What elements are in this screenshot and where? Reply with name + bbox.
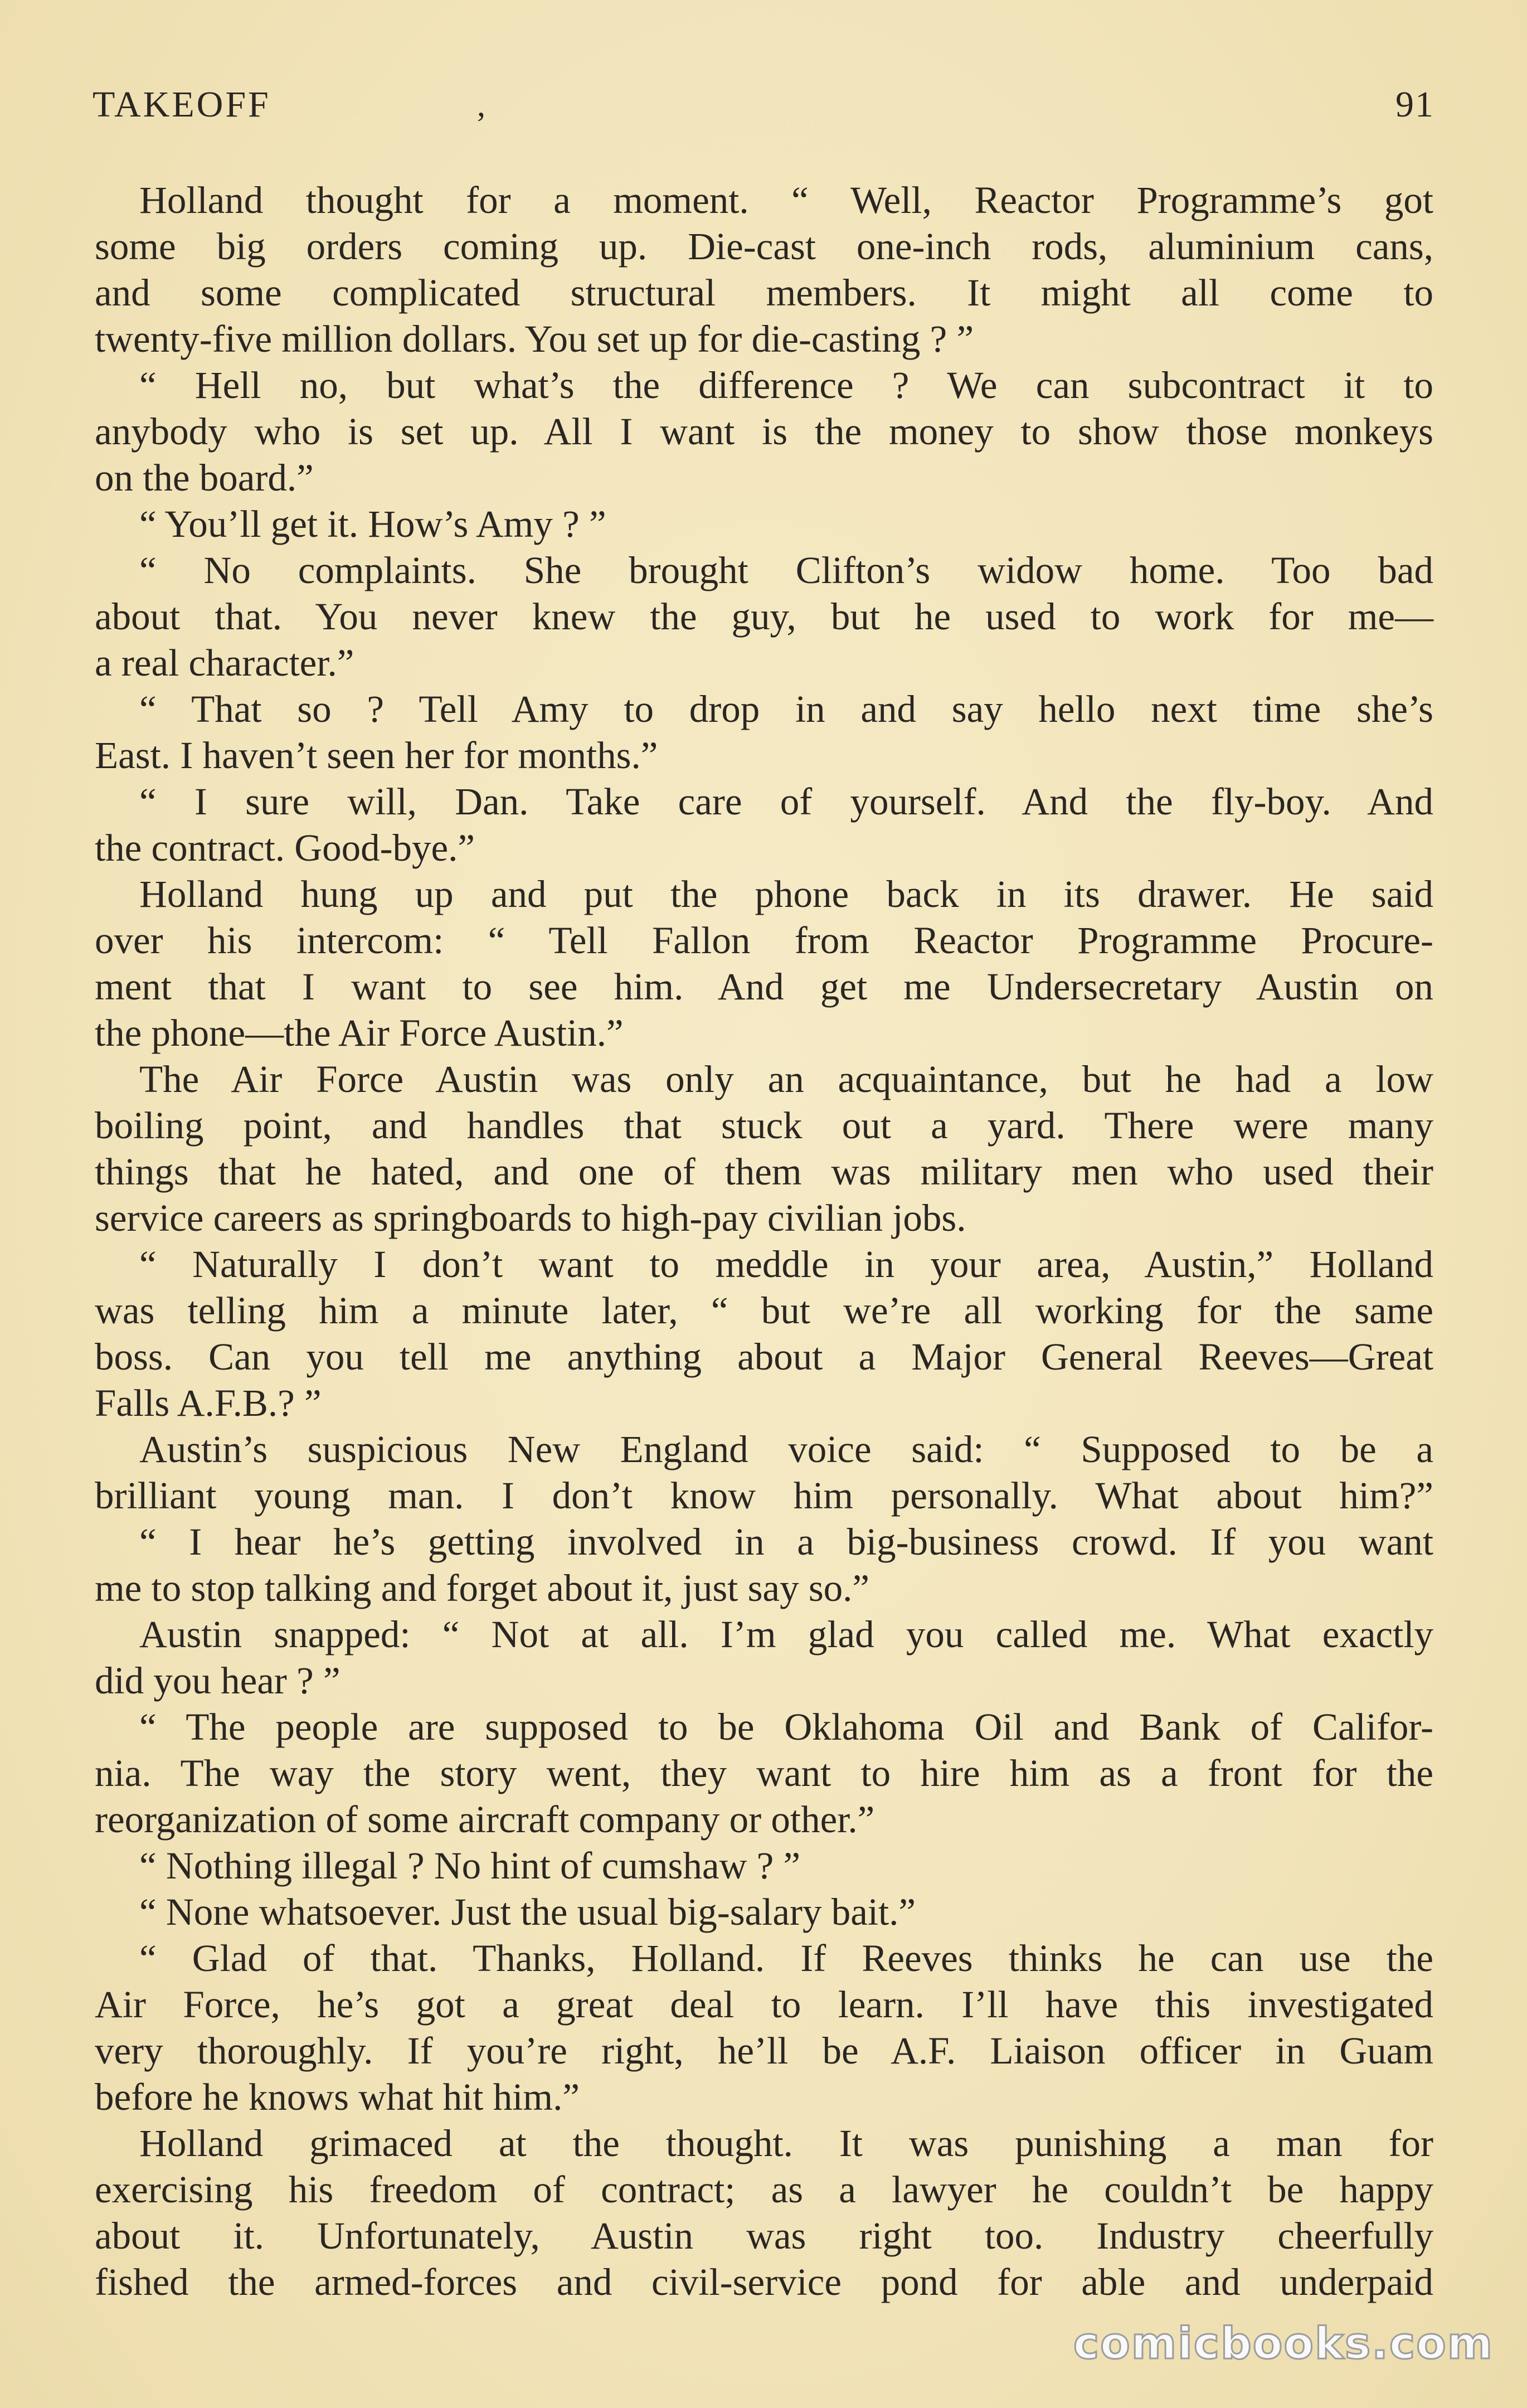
text-line: before he knows what hit him.” [95, 2076, 580, 2118]
text-line: fished the armed-forces and civil-service pond for able and underpaid [95, 2261, 1433, 2303]
text-line: anybody who is set up. All I want is the money to show those monkeys [95, 410, 1433, 453]
text-line: “ I hear he’s getting involved in a big-business crowd. If you want [139, 1521, 1433, 1563]
text-line: service careers as springboards to high-pay civilian jobs. [95, 1197, 966, 1239]
text-line: on the board.” [95, 457, 314, 499]
page-number: 91 [1395, 84, 1434, 125]
text-line: Holland grimaced at the thought. It was punishing a man for [139, 2122, 1433, 2164]
text-line: “ The people are supposed to be Oklahoma Oil and Bank of Califor- [139, 1706, 1433, 1748]
text-line: “ You’ll get it. How’s Amy ? ” [139, 503, 606, 545]
text-line: “ That so ? Tell Amy to drop in and say hello next time she’s [139, 688, 1433, 730]
text-line: brilliant young man. I don’t know him personally. What about him?” [95, 1474, 1433, 1517]
running-head [93, 84, 1434, 134]
text-line: ment that I want to see him. And get me Undersecretary Austin on [95, 965, 1433, 1008]
text-line: “ Naturally I don’t want to meddle in your area, Austin,” Holland [139, 1243, 1433, 1285]
text-line: very thoroughly. If you’re right, he’ll be A.F. Liaison officer in Guam [95, 2030, 1433, 2072]
text-line: “ Glad of that. Thanks, Holland. If Reeves thinks he can use the [139, 1937, 1433, 1979]
text-line: did you hear ? ” [95, 1659, 341, 1702]
text-line: was telling him a minute later, “ but we’re all working for the same [95, 1289, 1433, 1332]
text-line: some big orders coming up. Die-cast one-inch rods, aluminium cans, [95, 225, 1433, 268]
text-line: East. I haven’t seen her for months.” [95, 734, 658, 776]
text-line: “ None whatsoever. Just the usual big-salary bait.” [139, 1891, 916, 1933]
text-line: “ Nothing illegal ? No hint of cumshaw ? ” [139, 1844, 801, 1887]
stray-mark: , [477, 86, 488, 123]
body-text [95, 177, 1433, 2305]
text-line: Holland thought for a moment. “ Well, Reactor Programme’s got [139, 179, 1433, 221]
text-line: the phone—the Air Force Austin.” [95, 1012, 624, 1054]
text-line: nia. The way the story went, they want to hire him as a front for the [95, 1752, 1433, 1794]
text-line: Austin’s suspicious New England voice said: “ Supposed to be a [139, 1428, 1433, 1470]
text-line: “ Hell no, but what’s the difference ? We can subcontract it to [139, 364, 1433, 406]
chapter-title: TAKEOFF [93, 84, 271, 125]
watermark-logo: comicbooks.com [1073, 2319, 1494, 2369]
text-line: The Air Force Austin was only an acquaintance, but he had a low [139, 1058, 1433, 1100]
text-line: Austin snapped: “ Not at all. I’m glad you called me. What exactly [139, 1613, 1433, 1656]
text-line: Falls A.F.B.? ” [95, 1382, 322, 1424]
text-line: a real character.” [95, 642, 354, 684]
text-line: boss. Can you tell me anything about a Major General Reeves—Great [95, 1336, 1433, 1378]
text-line: twenty-five million dollars. You set up for die-casting ? ” [95, 318, 974, 360]
text-line: me to stop talking and forget about it, just say so.” [95, 1567, 870, 1609]
text-line: about it. Unfortunately, Austin was right too. Industry cheerfully [95, 2215, 1433, 2257]
text-line: about that. You never knew the guy, but he used to work for me— [95, 595, 1433, 638]
text-line: and some complicated structural members. It might all come to [95, 271, 1433, 314]
text-line: the contract. Good-bye.” [95, 827, 475, 869]
text-line: things that he hated, and one of them was military men who used their [95, 1150, 1433, 1193]
text-line: “ I sure will, Dan. Take care of yourself. And the fly-boy. And [139, 780, 1433, 823]
text-line: over his intercom: “ Tell Fallon from Reactor Programme Procure- [95, 919, 1433, 962]
text-line: “ No complaints. She brought Clifton’s widow home. Too bad [139, 549, 1433, 591]
text-line: boiling point, and handles that stuck out a yard. There were many [95, 1104, 1433, 1147]
text-line: reorganization of some aircraft company or other.” [95, 1798, 875, 1841]
text-line: exercising his freedom of contract; as a lawyer he couldn’t be happy [95, 2168, 1433, 2211]
text-line: Air Force, he’s got a great deal to learn. I’ll have this investigated [95, 1983, 1433, 2026]
text-line: Holland hung up and put the phone back in its drawer. He said [139, 873, 1433, 915]
